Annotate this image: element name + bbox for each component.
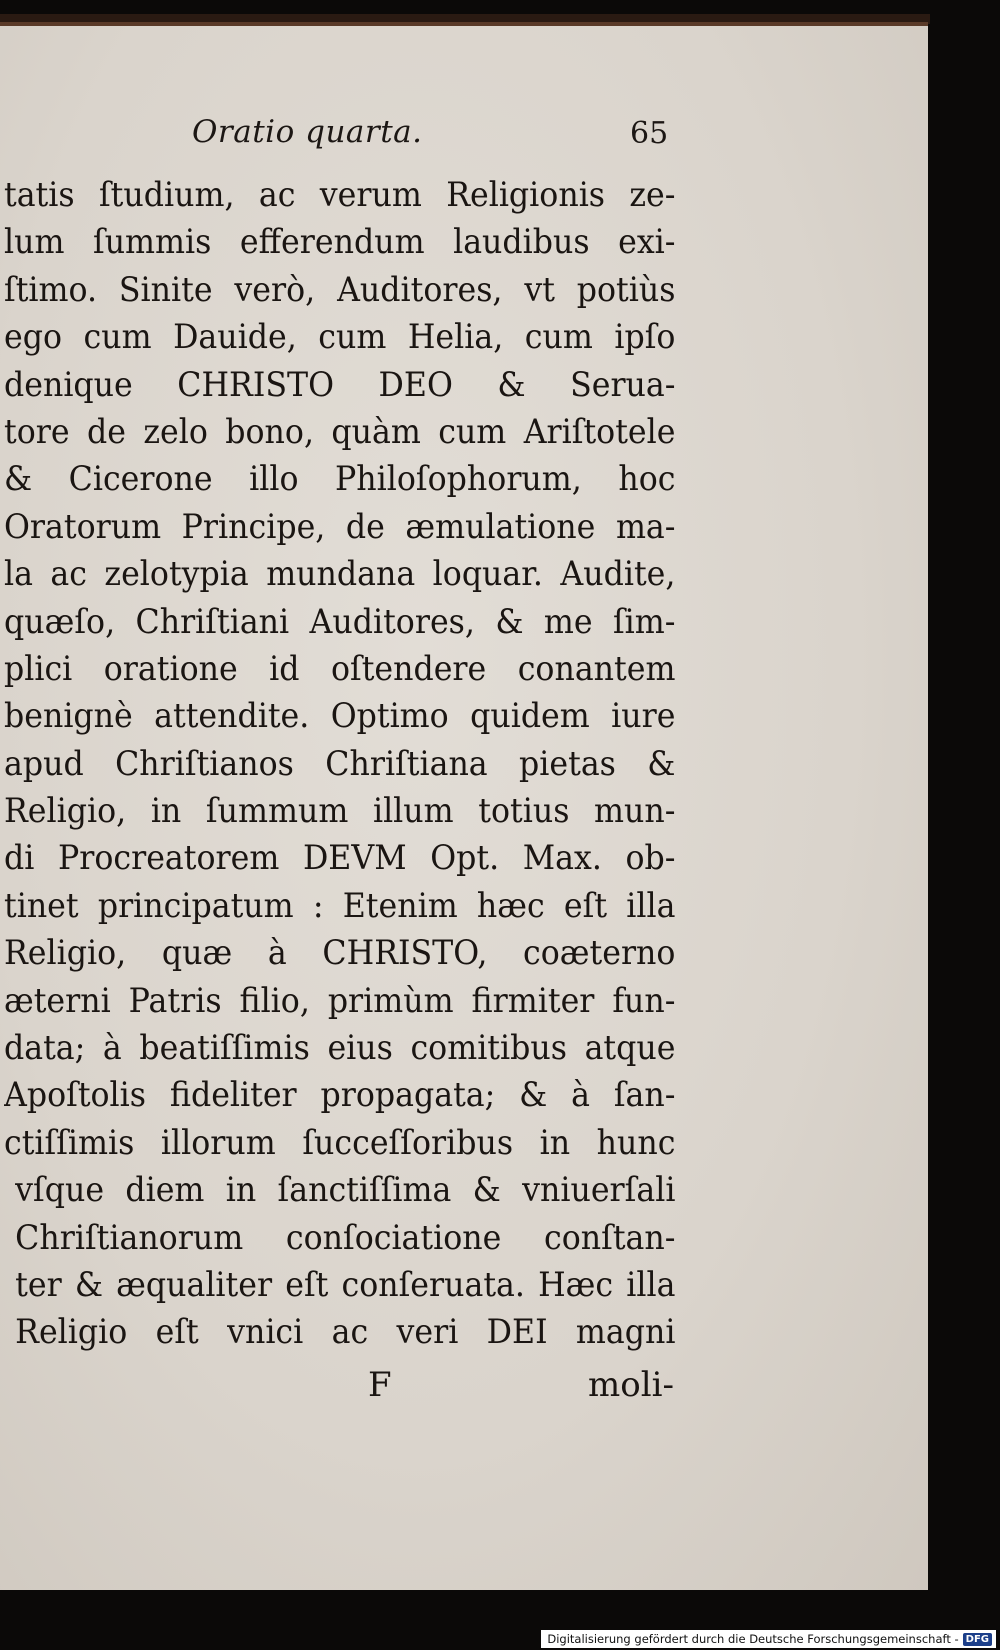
text-line: apud Chriſtianos Chriſtiana pietas & (4, 743, 676, 784)
body-text (4, 172, 676, 1357)
text-line: plici oratione id oſtendere conantem (4, 648, 676, 689)
funding-banner (541, 1630, 996, 1648)
text-line: Religio, quæ à CHRISTO, coæterno (4, 933, 676, 974)
text-line: tore de zelo bono, quàm cum Ariſtotele (4, 411, 676, 452)
text-line: Chriſtianorum conſociatione conſtan- (15, 1217, 676, 1258)
text-line: æterni Patris filio, primùm firmiter fun- (4, 980, 676, 1021)
dfg-logo-icon: DFG (963, 1633, 992, 1646)
text-line: quæſo, Chriſtiani Auditores, & me ſim- (4, 601, 676, 642)
text-line: ter & æqualiter eſt conſeruata. Hæc illa (15, 1264, 676, 1305)
text-line: ſtimo. Sinite verò, Auditores, vt potiùs (4, 269, 676, 310)
running-title: Oratio quarta. (192, 114, 423, 150)
text-line: denique CHRISTO DEO & Serua- (4, 364, 676, 405)
catchword: moli- (588, 1365, 674, 1405)
page-number: 65 (630, 116, 669, 151)
funding-note: Digitalisierung gefördert durch die Deutsche Forschungsgemeinschaft - (547, 1632, 959, 1646)
text-line: benignè attendite. Optimo quidem iure (4, 696, 676, 737)
text-line: tatis ſtudium, ac verum Religionis ze- (4, 175, 676, 215)
text-line: Religio, in ſummum illum totius mun- (4, 791, 676, 832)
text-line: data; à beatiſſimis eius comitibus atque (4, 1028, 676, 1069)
book-page (0, 22, 928, 1590)
text-line: Oratorum Principe, de æmulatione ma- (4, 506, 676, 547)
text-line: Religio eſt vnici ac veri DEI magni (15, 1312, 676, 1353)
text-line: tinet principatum : Etenim hæc eſt illa (4, 885, 676, 926)
text-line: lum ſummis efferendum laudibus exi- (4, 222, 676, 263)
text-line: la ac zelotypia mundana loquar. Audite, (4, 554, 676, 595)
text-line: vſque diem in ſanctiſſima & vniuerſali (15, 1170, 676, 1211)
text-line: Apoſtolis fideliter propagata; & à ſan- (4, 1075, 676, 1116)
text-line: & Cicerone illo Philoſophorum, hoc (4, 459, 676, 500)
text-line: di Procreatorem DEVM Opt. Max. ob- (4, 838, 676, 879)
text-line: ctiſſimis illorum ſucceſſoribus in hunc (4, 1122, 676, 1163)
signature-mark: F (368, 1365, 392, 1405)
text-line: ego cum Dauide, cum Helia, cum ipſo (4, 317, 676, 358)
